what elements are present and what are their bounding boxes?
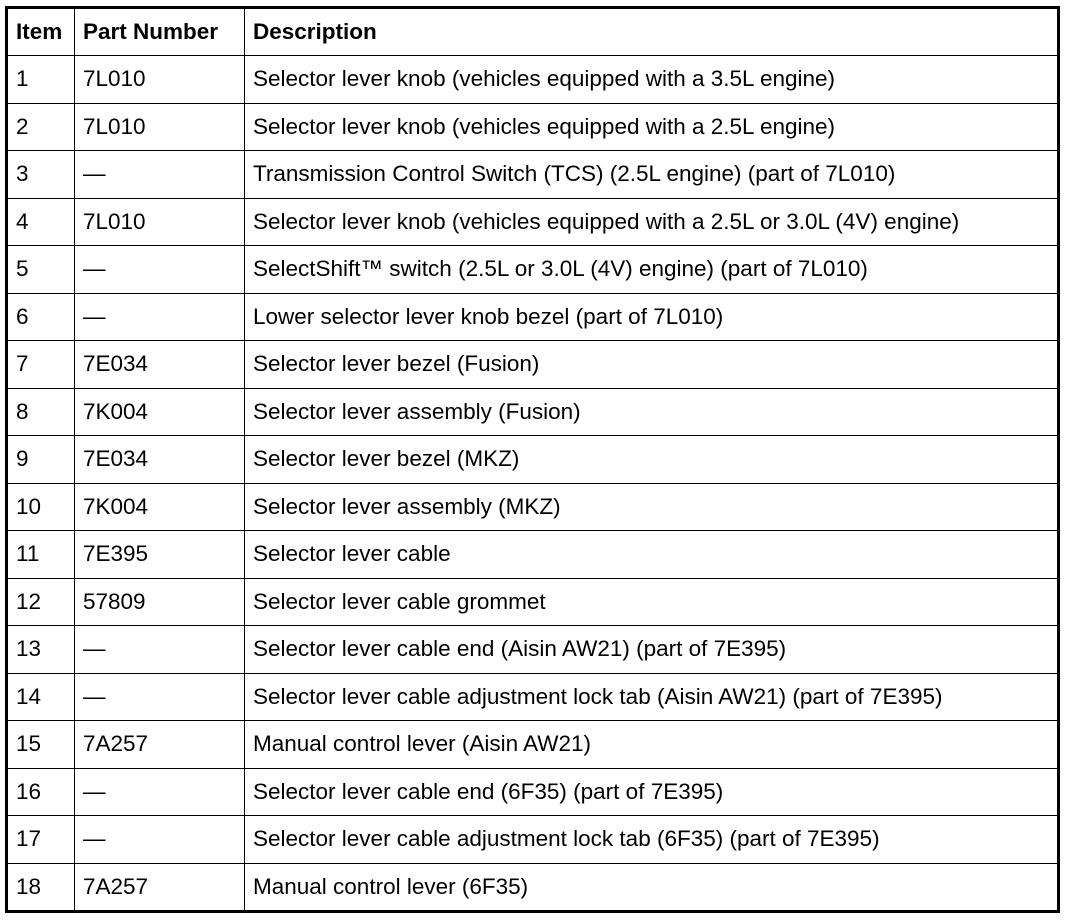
table-row	[7, 436, 1059, 484]
item-cell: 12	[7, 578, 75, 626]
description-cell: Transmission Control Switch (TCS) (2.5L engine) (part of 7L010)	[245, 151, 1059, 199]
description-cell: Selector lever assembly (Fusion)	[245, 388, 1059, 436]
description-cell: SelectShift™ switch (2.5L or 3.0L (4V) engine) (part of 7L010)	[245, 246, 1059, 294]
item-cell: 1	[7, 56, 75, 104]
part-number-cell: —	[75, 673, 245, 721]
item-cell: 7	[7, 341, 75, 389]
item-cell: 9	[7, 436, 75, 484]
header-description: Description	[245, 8, 1059, 56]
part-number-cell: —	[75, 293, 245, 341]
table-row	[7, 863, 1059, 912]
item-cell: 6	[7, 293, 75, 341]
description-cell: Manual control lever (6F35)	[245, 863, 1059, 912]
parts-table	[5, 6, 1060, 913]
header-part-number: Part Number	[75, 8, 245, 56]
description-cell: Selector lever cable	[245, 531, 1059, 579]
table-row	[7, 56, 1059, 104]
item-cell: 3	[7, 151, 75, 199]
table-row	[7, 198, 1059, 246]
part-number-cell: —	[75, 626, 245, 674]
description-cell: Selector lever cable grommet	[245, 578, 1059, 626]
part-number-cell: —	[75, 151, 245, 199]
table-row	[7, 151, 1059, 199]
item-cell: 4	[7, 198, 75, 246]
description-cell: Selector lever knob (vehicles equipped with a 2.5L engine)	[245, 103, 1059, 151]
description-cell: Selector lever knob (vehicles equipped with a 2.5L or 3.0L (4V) engine)	[245, 198, 1059, 246]
part-number-cell: 7K004	[75, 388, 245, 436]
description-cell: Selector lever knob (vehicles equipped with a 3.5L engine)	[245, 56, 1059, 104]
table-header-row	[7, 8, 1059, 56]
part-number-cell: 7K004	[75, 483, 245, 531]
description-cell: Selector lever bezel (Fusion)	[245, 341, 1059, 389]
part-number-cell: 7E034	[75, 341, 245, 389]
item-cell: 11	[7, 531, 75, 579]
item-cell: 13	[7, 626, 75, 674]
part-number-cell: 7E395	[75, 531, 245, 579]
table-row	[7, 341, 1059, 389]
table-body	[7, 56, 1059, 912]
table-row	[7, 246, 1059, 294]
part-number-cell: —	[75, 816, 245, 864]
item-cell: 18	[7, 863, 75, 912]
item-cell: 17	[7, 816, 75, 864]
part-number-cell: 7E034	[75, 436, 245, 484]
description-cell: Selector lever cable adjustment lock tab (6F35) (part of 7E395)	[245, 816, 1059, 864]
table-row	[7, 293, 1059, 341]
table-row	[7, 578, 1059, 626]
table-row	[7, 816, 1059, 864]
description-cell: Manual control lever (Aisin AW21)	[245, 721, 1059, 769]
description-cell: Selector lever assembly (MKZ)	[245, 483, 1059, 531]
part-number-cell: 57809	[75, 578, 245, 626]
part-number-cell: —	[75, 246, 245, 294]
part-number-cell: 7L010	[75, 198, 245, 246]
description-cell: Selector lever bezel (MKZ)	[245, 436, 1059, 484]
part-number-cell: 7L010	[75, 56, 245, 104]
parts-table-container	[5, 6, 1057, 913]
description-cell: Selector lever cable end (Aisin AW21) (part of 7E395)	[245, 626, 1059, 674]
item-cell: 15	[7, 721, 75, 769]
table-row	[7, 768, 1059, 816]
table-row	[7, 721, 1059, 769]
item-cell: 10	[7, 483, 75, 531]
table-row	[7, 626, 1059, 674]
item-cell: 5	[7, 246, 75, 294]
description-cell: Lower selector lever knob bezel (part of 7L010)	[245, 293, 1059, 341]
part-number-cell: —	[75, 768, 245, 816]
part-number-cell: 7A257	[75, 721, 245, 769]
item-cell: 14	[7, 673, 75, 721]
description-cell: Selector lever cable end (6F35) (part of 7E395)	[245, 768, 1059, 816]
table-row	[7, 103, 1059, 151]
table-row	[7, 483, 1059, 531]
item-cell: 16	[7, 768, 75, 816]
description-cell: Selector lever cable adjustment lock tab (Aisin AW21) (part of 7E395)	[245, 673, 1059, 721]
item-cell: 8	[7, 388, 75, 436]
part-number-cell: 7A257	[75, 863, 245, 912]
table-row	[7, 673, 1059, 721]
item-cell: 2	[7, 103, 75, 151]
table-row	[7, 388, 1059, 436]
table-row	[7, 531, 1059, 579]
part-number-cell: 7L010	[75, 103, 245, 151]
header-item: Item	[7, 8, 75, 56]
